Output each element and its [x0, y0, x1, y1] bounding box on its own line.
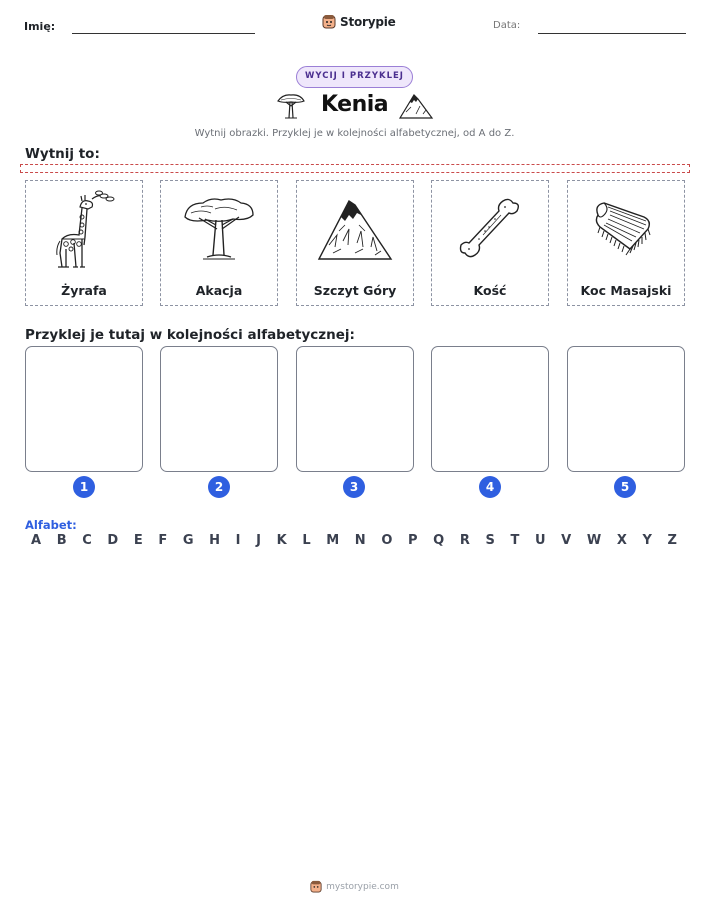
card-label: Żyrafa — [61, 283, 107, 298]
slot-number-1: 1 — [73, 476, 95, 498]
giraffe-icon — [44, 189, 124, 271]
brand-logo — [322, 14, 396, 29]
page-title: Kenia — [321, 92, 389, 117]
alphabet-letter: P — [408, 533, 418, 548]
footer — [0, 880, 709, 893]
activity-badge: WYCIJ I PRZYKLEJ — [296, 66, 413, 88]
acacia-tree-small-icon — [275, 92, 307, 120]
title-row — [0, 92, 709, 124]
cut-card-mountain-peak[interactable] — [296, 180, 414, 306]
name-line — [72, 33, 255, 34]
alphabet-letter: I — [235, 533, 241, 548]
mountain-small-icon — [398, 92, 434, 120]
acacia-tree-icon — [181, 195, 257, 265]
alphabet-letter: V — [561, 533, 572, 548]
alphabet-letter: T — [510, 533, 520, 548]
storypie-mascot-icon — [322, 14, 336, 29]
alphabet-letter: F — [158, 533, 168, 548]
paste-slot-5[interactable] — [567, 346, 685, 472]
alphabet-letter: M — [326, 533, 340, 548]
slot-number-5: 5 — [614, 476, 636, 498]
alphabet-letter: K — [276, 533, 287, 548]
paste-slot-1[interactable] — [25, 346, 143, 472]
cut-card-maasai-blanket[interactable] — [567, 180, 685, 306]
alphabet-label: Alfabet: — [25, 518, 77, 532]
card-label: Koc Masajski — [580, 283, 672, 298]
slot-number-2: 2 — [208, 476, 230, 498]
alphabet-letter: O — [381, 533, 393, 548]
maasai-blanket-icon — [590, 197, 662, 263]
alphabet-letter: W — [586, 533, 602, 548]
alphabet-letter: X — [616, 533, 627, 548]
alphabet-letter: R — [459, 533, 470, 548]
name-label: Imię: — [24, 20, 56, 33]
card-label: Szczyt Góry — [313, 283, 397, 298]
paste-slot-2[interactable] — [160, 346, 278, 472]
alphabet-letter: E — [133, 533, 143, 548]
cut-card-bone[interactable] — [431, 180, 549, 306]
alphabet-letter: D — [107, 533, 119, 548]
paste-heading: Przyklej je tutaj w kolejności alfabetycznej: — [25, 327, 355, 343]
card-label: Kość — [473, 283, 507, 298]
alphabet-letter: Q — [433, 533, 445, 548]
cut-card-giraffe[interactable] — [25, 180, 143, 306]
paste-slot-4[interactable] — [431, 346, 549, 472]
alphabet-letter: Y — [642, 533, 652, 548]
cut-line — [20, 164, 690, 173]
footer-url[interactable]: mystorypie.com — [326, 881, 399, 892]
bone-icon — [455, 195, 525, 265]
date-label: Data: — [493, 20, 521, 31]
date-line — [538, 33, 686, 34]
alphabet-letter: B — [56, 533, 67, 548]
brand-name: Storypie — [340, 14, 396, 29]
alphabet-letter: G — [182, 533, 194, 548]
instructions: Wytnij obrazki. Przyklej je w kolejności alfabetycznej, od A do Z. — [194, 128, 515, 139]
mountain-peak-icon — [315, 195, 395, 265]
cut-heading: Wytnij to: — [25, 146, 100, 162]
alphabet-row — [25, 533, 685, 548]
alphabet-letter: U — [534, 533, 546, 548]
slot-number-4: 4 — [479, 476, 501, 498]
alphabet-letter: C — [82, 533, 92, 548]
alphabet-letter: H — [209, 533, 221, 548]
card-label: Akacja — [195, 283, 243, 298]
alphabet-letter: Z — [667, 533, 677, 548]
alphabet-letter: S — [485, 533, 495, 548]
alphabet-letter: A — [31, 533, 42, 548]
cut-card-acacia[interactable] — [160, 180, 278, 306]
alphabet-letter: J — [256, 533, 261, 548]
storypie-footer-icon — [310, 880, 322, 893]
slot-number-3: 3 — [343, 476, 365, 498]
alphabet-letter: N — [354, 533, 366, 548]
alphabet-letter: L — [302, 533, 311, 548]
paste-slot-3[interactable] — [296, 346, 414, 472]
